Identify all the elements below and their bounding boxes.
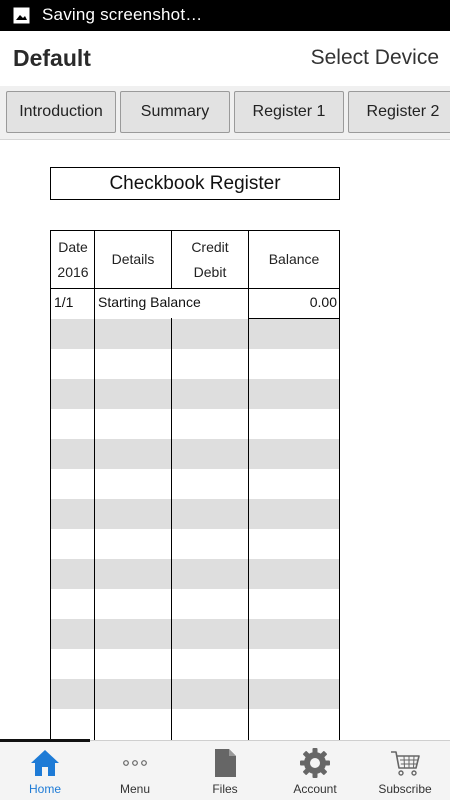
- header-balance: [249, 231, 339, 288]
- nav-account-label: Account: [293, 782, 337, 796]
- nav-subscribe[interactable]: [360, 741, 450, 800]
- nav-files[interactable]: [180, 741, 270, 800]
- nav-menu[interactable]: [90, 741, 180, 800]
- gear-icon: [299, 747, 331, 779]
- nav-account[interactable]: [270, 741, 360, 800]
- nav-files-label: Files: [212, 782, 238, 796]
- home-icon: [29, 747, 61, 779]
- row1-balance[interactable]: 0.00: [309, 294, 337, 310]
- header-details-label: Details: [111, 251, 155, 267]
- status-bar: [0, 0, 450, 31]
- select-device-button[interactable]: Select Device: [310, 46, 439, 69]
- tab-summary[interactable]: Summary: [120, 91, 230, 133]
- file-icon: [209, 747, 241, 779]
- nav-home-label: Home: [28, 782, 61, 796]
- header-date: [51, 231, 95, 288]
- image-icon: [13, 7, 30, 24]
- header-details: [95, 231, 171, 288]
- row1-date[interactable]: 1/1: [54, 294, 74, 310]
- nav-home[interactable]: [0, 741, 90, 800]
- header-credit-debit: [171, 231, 249, 288]
- tab-register-2[interactable]: Register 2: [348, 91, 450, 133]
- header-date-label: Date: [58, 238, 88, 255]
- sheet-tabs: [0, 86, 450, 140]
- bottom-nav: [0, 740, 450, 800]
- tab-register-1[interactable]: Register 1: [234, 91, 344, 133]
- register-table[interactable]: [50, 230, 340, 740]
- tab-introduction[interactable]: Introduction: [6, 91, 116, 133]
- nav-subscribe-label: Subscribe: [378, 782, 432, 796]
- header-balance-label: Balance: [268, 251, 320, 267]
- sheet-title: Checkbook Register: [50, 167, 340, 200]
- header-debit-label: Debit: [193, 263, 227, 280]
- page-title: Default: [13, 45, 91, 71]
- status-text: Saving screenshot…: [42, 5, 203, 24]
- row1-details[interactable]: Starting Balance: [98, 294, 201, 310]
- header-year-label: 2016: [57, 263, 89, 280]
- header-credit-label: Credit: [191, 238, 229, 255]
- nav-menu-label: Menu: [119, 782, 151, 796]
- app-bar: [0, 31, 450, 86]
- more-dots-icon: [119, 747, 151, 779]
- cart-icon: [389, 747, 421, 779]
